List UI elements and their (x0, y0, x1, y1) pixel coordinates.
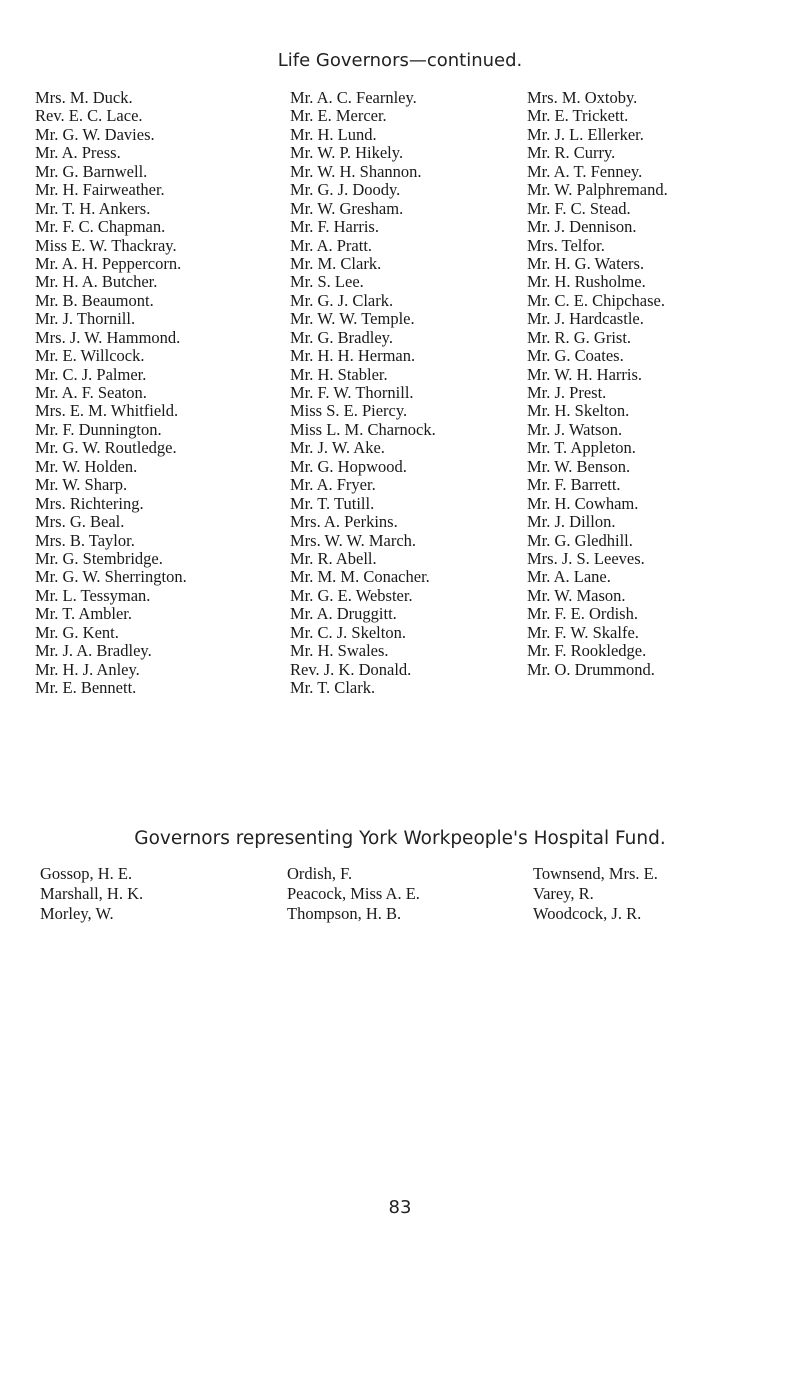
governor-name: Mr. G. Kent. (35, 622, 119, 642)
governor-name: Mr. A. H. Peppercorn. (35, 253, 182, 273)
governor-name: Mr. F. E. Ordish. (527, 604, 638, 624)
governor-name: Mrs. Telfor. (527, 235, 605, 255)
governor-name: Mr. W. Palphremand. (527, 180, 668, 200)
fund-governors-column-2 (287, 864, 420, 924)
governor-name: Mr. T. Appleton. (527, 438, 636, 458)
governor-name: Mr. H. H. Herman. (290, 346, 416, 366)
governor-name: Mr. G. Coates. (527, 346, 624, 366)
governor-name: Mr. H. Fairweather. (35, 180, 165, 200)
governor-name: Mr. M. M. Conacher. (290, 567, 430, 587)
governor-name: Mr. W. H. Harris. (527, 364, 643, 384)
governor-name: Mr. A. F. Seaton. (35, 383, 147, 402)
governor-name: Mr. A. C. Fearnley. (290, 88, 417, 107)
governors-column-2 (290, 89, 436, 697)
governor-name: Mr. A. Press. (35, 143, 121, 163)
governor-name: Mr. A. Pratt. (290, 235, 373, 255)
governor-name: Mr. H. Lund. (290, 124, 377, 144)
governor-name: Mr. F. Dunnington. (35, 419, 162, 439)
governors-column-3 (527, 89, 668, 679)
governor-name: Mr. A. Druggitt. (290, 604, 397, 624)
governor-name: Mr. G. W. Davies. (35, 124, 155, 144)
governor-name: Mrs. B. Taylor. (35, 530, 135, 550)
governor-name: Mr. W. Holden. (35, 456, 138, 476)
governor-name: Mr. W. Gresham. (290, 198, 404, 218)
governor-name: Mr. E. Mercer. (290, 106, 387, 126)
fund-governor-name: Woodcock, J. R. (533, 904, 642, 923)
fund-governor-name: Ordish, F. (287, 864, 353, 883)
governor-name: Mr. F. Rookledge. (527, 641, 647, 661)
fund-governor-name: Morley, W. (40, 904, 114, 923)
governor-name: Mr. S. Lee. (290, 272, 364, 292)
governor-name: Mr. W. W. Temple. (290, 309, 415, 329)
governor-name: Rev. J. K. Donald. (290, 659, 412, 679)
fund-governor-name: Peacock, Miss A. E. (287, 884, 420, 903)
governor-name: Mr. F. Harris. (290, 217, 379, 237)
governor-name: Mr. T. Tutill. (290, 493, 375, 513)
fund-governors-column-3 (533, 864, 658, 924)
governor-name: Mr. H. G. Waters. (527, 253, 645, 273)
governor-name: Mr. J. Hardcastle. (527, 309, 644, 329)
governor-name: Mr. F. C. Stead. (527, 198, 631, 218)
governor-name: Mr. G. E. Webster. (290, 585, 413, 605)
governor-name: Mr. G. Bradley. (290, 327, 393, 347)
governor-name: Mr. O. Drummond. (527, 659, 655, 679)
governor-name: Mr. R. G. Grist. (527, 327, 632, 347)
governor-name: Rev. E. C. Lace. (35, 106, 143, 126)
governor-name: Mr. B. Beaumont. (35, 290, 154, 310)
governor-name: Mr. H. J. Anley. (35, 659, 140, 679)
governor-name: Mr. L. Tessyman. (35, 585, 151, 605)
governor-name: Mr. W. Benson. (527, 456, 631, 476)
governor-name: Miss E. W. Thackray. (35, 235, 177, 255)
governor-name: Mrs. Richtering. (35, 493, 144, 513)
fund-governor-name: Marshall, H. K. (40, 884, 144, 903)
governor-name: Mr. J. Dennison. (527, 217, 637, 237)
governor-name: Mrs. G. Beal. (35, 512, 125, 532)
governor-name: Mr. W. H. Shannon. (290, 161, 422, 181)
governor-name: Miss L. M. Charnock. (290, 419, 436, 439)
governor-name: Mr. G. Barnwell. (35, 161, 148, 181)
governor-name: Mr. J. A. Bradley. (35, 641, 152, 661)
governor-name: Mr. F. W. Skalfe. (527, 622, 639, 642)
governor-name: Mr. T. Clark. (290, 678, 376, 697)
governor-name: Mrs. J. S. Leeves. (527, 548, 645, 568)
governor-name: Mr. C. J. Palmer. (35, 364, 147, 384)
page-heading: Life Governors—continued. (277, 50, 523, 71)
governor-name: Mr. A. T. Fenney. (527, 161, 643, 181)
governor-name: Mr. H. Stabler. (290, 364, 388, 384)
page-number: 83 (388, 1197, 412, 1218)
governor-name: Mr. H. Cowham. (527, 493, 639, 513)
governor-name: Mr. F. C. Chapman. (35, 217, 166, 237)
fund-governor-name: Gossop, H. E. (40, 864, 133, 883)
governor-name: Mr. J. Thornill. (35, 309, 136, 329)
governor-name: Mr. H. A. Butcher. (35, 272, 158, 292)
governor-name: Mr. W. Mason. (527, 585, 626, 605)
governor-name: Mr. T. H. Ankers. (35, 198, 151, 218)
governor-name: Mr. C. E. Chipchase. (527, 290, 665, 310)
governor-name: Mr. F. W. Thornill. (290, 383, 414, 402)
governor-name: Mrs. W. W. March. (290, 530, 417, 550)
governors-column-1 (35, 89, 187, 697)
governor-name: Mr. H. Skelton. (527, 401, 630, 421)
fund-governor-name: Varey, R. (533, 884, 594, 903)
governor-name: Mr. G. Stembridge. (35, 548, 163, 568)
governor-name: Mrs. M. Duck. (35, 88, 133, 107)
governor-name: Mr. G. W. Routledge. (35, 438, 177, 458)
governor-name: Mr. G. Hopwood. (290, 456, 407, 476)
governor-name: Mrs. M. Oxtoby. (527, 88, 638, 107)
governor-name: Mr. J. Prest. (527, 383, 607, 402)
governor-name: Mr. A. Fryer. (290, 475, 376, 495)
governor-name: Mrs. J. W. Hammond. (35, 327, 181, 347)
fund-governors-column-1 (40, 864, 143, 924)
governor-name: Mr. E. Willcock. (35, 346, 145, 366)
governor-name: Mr. M. Clark. (290, 253, 382, 273)
governor-name: Mr. C. J. Skelton. (290, 622, 406, 642)
governor-name: Mr. E. Trickett. (527, 106, 629, 126)
governor-name: Mr. G. J. Clark. (290, 290, 394, 310)
governor-name: Mr. J. W. Ake. (290, 438, 385, 458)
governor-name: Mr. A. Lane. (527, 567, 611, 587)
governor-name: Mrs. E. M. Whitfield. (35, 401, 179, 421)
governor-name: Mr. G. W. Sherrington. (35, 567, 187, 587)
governor-name: Mr. H. Rusholme. (527, 272, 646, 292)
governor-name: Mr. R. Curry. (527, 143, 616, 163)
governor-name: Mr. H. Swales. (290, 641, 389, 661)
governor-name: Mr. T. Ambler. (35, 604, 133, 624)
governor-name: Mr. G. J. Doody. (290, 180, 401, 200)
governor-name: Mr. F. Barrett. (527, 475, 621, 495)
governor-name: Mr. J. Dillon. (527, 512, 616, 532)
governor-name: Mr. R. Abell. (290, 548, 377, 568)
governor-name: Mrs. A. Perkins. (290, 512, 398, 532)
governor-name: Mr. J. Watson. (527, 419, 623, 439)
governor-name: Miss S. E. Piercy. (290, 401, 408, 421)
fund-governor-name: Townsend, Mrs. E. (533, 864, 658, 883)
section-heading: Governors representing York Workpeople's Hospital Fund. (134, 828, 666, 849)
fund-governor-name: Thompson, H. B. (287, 904, 402, 923)
governor-name: Mr. J. L. Ellerker. (527, 124, 644, 144)
governor-name: Mr. W. Sharp. (35, 475, 128, 495)
governor-name: Mr. G. Gledhill. (527, 530, 633, 550)
governor-name: Mr. E. Bennett. (35, 678, 137, 697)
governor-name: Mr. W. P. Hikely. (290, 143, 404, 163)
